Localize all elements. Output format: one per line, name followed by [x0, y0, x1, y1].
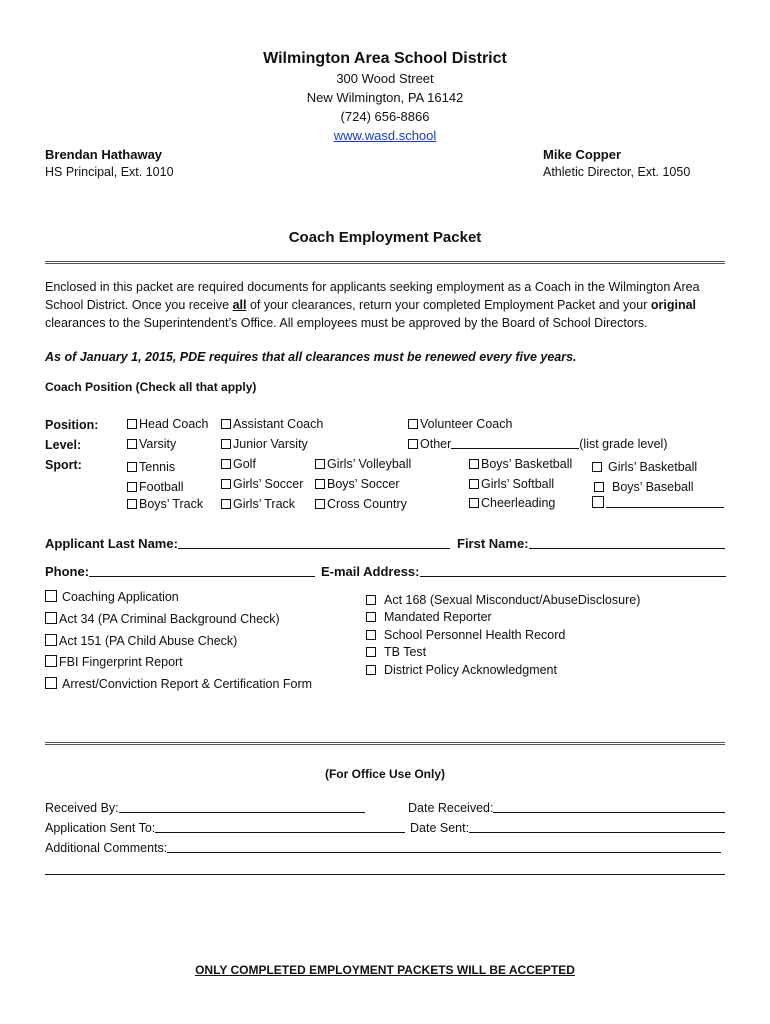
checkbox[interactable]: [366, 630, 376, 640]
first-name-field[interactable]: First Name:: [457, 536, 725, 551]
checkbox[interactable]: [366, 612, 376, 622]
sport-label: Sport:: [45, 458, 82, 472]
checkbox[interactable]: [592, 462, 602, 472]
checkbox[interactable]: [592, 496, 604, 508]
checklist-right-item[interactable]: School Personnel Health Record: [366, 628, 565, 642]
volunteer-coach-option[interactable]: Volunteer Coach: [408, 417, 512, 431]
level-label: Level:: [45, 438, 82, 452]
athletic-director-name: Mike Copper: [543, 147, 622, 162]
intro-line-1: Enclosed in this packet are required documents for applicants seeking employment as a Coach in the Wilmington Area: [45, 280, 700, 294]
intro-line-2: School District. Once you receive all of your clearances, return your completed Employment Packet and your original: [45, 298, 697, 312]
checkbox[interactable]: [127, 462, 137, 472]
checkbox[interactable]: [45, 612, 57, 624]
checkbox[interactable]: [45, 590, 57, 602]
checkbox[interactable]: [469, 459, 479, 469]
application-sent-to-field[interactable]: Application Sent To:: [45, 821, 405, 835]
checklist-left-item[interactable]: Arrest/Conviction Report & Certification Form: [45, 677, 312, 691]
office-use-heading: (For Office Use Only): [324, 767, 446, 781]
other-level-field[interactable]: [451, 437, 579, 449]
checkbox[interactable]: [366, 595, 376, 605]
district-name: Wilmington Area School District: [263, 50, 507, 67]
checkbox[interactable]: [221, 439, 231, 449]
checklist-left-item[interactable]: Coaching Application: [45, 590, 179, 604]
phone-field[interactable]: Phone:: [45, 564, 315, 579]
checkbox[interactable]: [221, 419, 231, 429]
golf-option[interactable]: Golf: [221, 457, 256, 471]
checkbox[interactable]: [127, 419, 137, 429]
tennis-option[interactable]: Tennis: [127, 460, 175, 474]
checkbox[interactable]: [315, 479, 325, 489]
position-label: Position:: [45, 418, 99, 432]
girls-track-option[interactable]: Girls’ Track: [221, 497, 295, 511]
football-option[interactable]: Football: [127, 480, 183, 494]
other-sport-field[interactable]: [606, 496, 724, 508]
checklist-left-item[interactable]: Act 34 (PA Criminal Background Check): [45, 612, 280, 626]
checkbox[interactable]: [408, 419, 418, 429]
district-phone: (724) 656-8866: [340, 109, 430, 124]
last-name-field[interactable]: Applicant Last Name:: [45, 536, 450, 551]
other-level-option[interactable]: Other (list grade level): [408, 437, 668, 451]
date-received-field[interactable]: Date Received:: [408, 801, 725, 815]
checkbox[interactable]: [221, 479, 231, 489]
boys-soccer-option[interactable]: Boys’ Soccer: [315, 477, 399, 491]
district-street: 300 Wood Street: [336, 71, 434, 86]
checklist-left-item[interactable]: FBI Fingerprint Report: [45, 655, 183, 669]
position-heading: Coach Position (Check all that apply): [45, 380, 257, 394]
checkbox[interactable]: [221, 459, 231, 469]
principal-title: HS Principal, Ext. 1010: [45, 165, 174, 179]
received-by-field[interactable]: Received By:: [45, 801, 365, 815]
boys-track-option[interactable]: Boys’ Track: [127, 497, 203, 511]
checkbox[interactable]: [469, 479, 479, 489]
renewal-notice: As of January 1, 2015, PDE requires that all clearances must be renewed every five years.: [45, 350, 577, 364]
checkbox[interactable]: [315, 499, 325, 509]
checkbox[interactable]: [315, 459, 325, 469]
varsity-option[interactable]: Varsity: [127, 437, 176, 451]
cheerleading-option[interactable]: Cheerleading: [469, 496, 555, 510]
girls-volleyball-option[interactable]: Girls’ Volleyball: [315, 457, 411, 471]
principal-name: Brendan Hathaway: [45, 147, 163, 162]
checkbox[interactable]: [127, 439, 137, 449]
girls-softball-option[interactable]: Girls’ Softball: [469, 477, 554, 491]
boys-baseball-option[interactable]: Boys’ Baseball: [594, 480, 694, 494]
intro-line-3: clearances to the Superintendent’s Office. All employees must be approved by the Board of School Directors.: [45, 316, 648, 330]
additional-comments-field[interactable]: Additional Comments:: [45, 841, 721, 855]
checklist-right-item[interactable]: TB Test: [366, 645, 426, 659]
checklist-right-item[interactable]: District Policy Acknowledgment: [366, 663, 557, 677]
email-field[interactable]: E-mail Address:: [321, 564, 726, 579]
checkbox[interactable]: [469, 498, 479, 508]
athletic-director-title: Athletic Director, Ext. 1050: [543, 165, 691, 179]
date-sent-field[interactable]: Date Sent:: [410, 821, 725, 835]
checkbox[interactable]: [366, 665, 376, 675]
girls-basketball-option[interactable]: Girls’ Basketball: [592, 460, 697, 474]
district-city: New Wilmington, PA 16142: [306, 90, 464, 105]
footer-notice: ONLY COMPLETED EMPLOYMENT PACKETS WILL BE ACCEPTED: [195, 963, 575, 977]
checkbox[interactable]: [45, 677, 57, 689]
checklist-left-item[interactable]: Act 151 (PA Child Abuse Check): [45, 634, 237, 648]
title-divider: [45, 261, 725, 264]
checkbox[interactable]: [127, 482, 137, 492]
checklist-right-item[interactable]: Act 168 (Sexual Misconduct/AbuseDisclosure): [366, 593, 640, 607]
checklist-right-item[interactable]: Mandated Reporter: [366, 610, 492, 624]
other-sport-option[interactable]: [592, 496, 724, 510]
checkbox[interactable]: [45, 655, 57, 667]
cross-country-option[interactable]: Cross Country: [315, 497, 407, 511]
checkbox[interactable]: [221, 499, 231, 509]
assistant-coach-option[interactable]: Assistant Coach: [221, 417, 323, 431]
page-title: Coach Employment Packet: [288, 229, 482, 246]
checkbox[interactable]: [594, 482, 604, 492]
checkbox[interactable]: [408, 439, 418, 449]
boys-basketball-option[interactable]: Boys’ Basketball: [469, 457, 572, 471]
girls-soccer-option[interactable]: Girls’ Soccer: [221, 477, 303, 491]
office-divider: [45, 742, 725, 745]
junior-varsity-option[interactable]: Junior Varsity: [221, 437, 308, 451]
head-coach-option[interactable]: Head Coach: [127, 417, 209, 431]
district-website-link[interactable]: www.wasd.school: [333, 128, 437, 143]
checkbox[interactable]: [366, 647, 376, 657]
checkbox[interactable]: [127, 499, 137, 509]
checkbox[interactable]: [45, 634, 57, 646]
comments-line: [45, 874, 725, 875]
